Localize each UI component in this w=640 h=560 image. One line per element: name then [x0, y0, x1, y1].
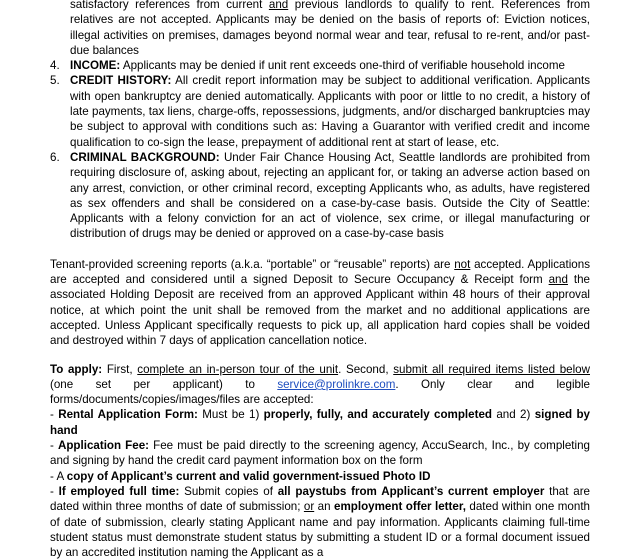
underlined-word: not	[454, 257, 471, 271]
bullet-dash: -	[50, 484, 59, 498]
text-span: First,	[102, 362, 138, 376]
criteria-item-income	[50, 58, 590, 73]
text-span: Tenant-provided screening reports (a.k.a. “portable” or “reusable” reports) are	[50, 257, 455, 271]
screening-reports-paragraph	[50, 257, 590, 349]
requirement-photo-id	[50, 469, 590, 484]
tour-requirement: complete an in-person tour of the unit	[137, 362, 339, 376]
text-span: Fee must be paid directly to the screening agency, AccuSearch, Inc., by completing and signing by hand the credit card payment information box on the form	[50, 439, 591, 468]
underlined-word: and	[268, 0, 289, 11]
text-span: (one set per applicant) to	[50, 377, 278, 391]
text-span: Must be 1)	[197, 408, 264, 422]
item-heading: CRIMINAL BACKGROUND:	[70, 150, 220, 164]
text-span: that are dated within three months of date of submission;	[50, 484, 591, 514]
item-number: 4.	[50, 59, 60, 73]
bold-text: employment offer letter,	[334, 500, 466, 514]
item-text: All credit report information may be subject to additional verification. Applicants with open bankruptcy are denied automatically. Applicants with poor or little to no credit, a history of late payments, tax liens, charge-offs, repossessions, judgments, and/or discharged bankruptcies may be subject to approval with conditions such as: Having a Guarantor with verified credit and income qualification to co-sign the lease, prepayment of additional rent at start of lease, etc.	[70, 74, 590, 149]
text-span: Submit copies of	[179, 484, 278, 498]
requirement-heading: Application Fee:	[57, 439, 150, 453]
item-number: 6.	[50, 150, 60, 164]
text-span: satisfactory references from current	[70, 0, 269, 11]
criteria-item-credit-history	[50, 73, 590, 149]
criteria-item-criminal-background	[50, 150, 590, 242]
text-span: and 2)	[492, 408, 535, 422]
bold-text: properly, fully, and accurately completed	[263, 408, 492, 422]
item-heading: CREDIT HISTORY:	[70, 74, 172, 88]
requirement-heading: If employed full time:	[58, 484, 180, 498]
item-heading: INCOME:	[70, 59, 121, 73]
text-span: previous landlords to qualify to rent. References from relatives are not accepted. Applicants may be denied on the basis of reports of: Eviction notices, illegal activities on premises, damages beyond normal wear and tear, refusal to re-rent, and/or past-due balances	[70, 0, 590, 57]
bullet-dash: -	[50, 408, 59, 422]
text-span: the associated Holding Deposit are received from an approved Applicant within 48 hours of their approval notice, at which point the unit shall be removed from the market and no additional applications are accepted. Unless Applicant specifically requests to pick up, all application hard copies shall be voided and destroyed within 7 days of application cancellation notice.	[50, 273, 590, 348]
requirement-heading: Rental Application Form:	[58, 408, 198, 422]
service-email-link[interactable]: service@prolinkre.com	[277, 377, 396, 391]
rental-criteria-document	[50, 0, 590, 560]
bold-text: all paystubs from Applicant’s current employer	[277, 484, 545, 498]
underlined-word: and	[548, 273, 568, 287]
item-text: Applicants may be denied if unit rent exceeds one-third of verifiable household income	[120, 59, 565, 73]
apply-heading: To apply:	[50, 362, 103, 376]
requirement-rental-application	[50, 407, 590, 438]
text-span: - A	[50, 469, 67, 483]
how-to-apply-paragraph	[50, 362, 590, 408]
text-span: . Second,	[338, 362, 394, 376]
item-number: 5.	[50, 74, 60, 88]
text-span: dated within one month of date of submission, clearly stating Applicant name and pay information. Applicants claiming full-time student status must demonstrate student status by submitting a student ID or a formal document issued by an accredited institution naming the Applicant as a	[50, 500, 590, 560]
requirement-employment	[50, 484, 590, 560]
text-span: . Only clear and legible forms/documents/copies/images/files are accepted:	[50, 377, 590, 407]
requirement-application-fee	[50, 438, 590, 469]
underlined-word: or	[303, 500, 315, 514]
submit-requirement: submit all required items listed below	[393, 362, 590, 376]
bullet-dash: -	[50, 439, 58, 453]
text-span: an	[314, 500, 335, 514]
item-3-continuation	[50, 0, 590, 58]
bold-text: signed by hand	[50, 408, 590, 437]
requirement-heading: copy of Applicant’s current and valid government-issued Photo ID	[66, 469, 431, 483]
item-text: Under Fair Chance Housing Act, Seattle landlords are prohibited from requiring disclosure of, asking about, rejecting an applicant for, or taking an adverse action based on any arrest, conviction, or other criminal record, excepting Applicants who, as adults, have registered as sex offenders and shall be considered on a case-by-case basis. Outside the City of Seattle: Applicants with a felony conviction for an act of violence, sex crime, or illegal manufacturing or distribution of drugs may be denied or approved on a case-by-case basis	[70, 150, 591, 241]
text-span: accepted. Applications are accepted and considered until a signed Deposit to Secure Occupancy & Receipt form	[50, 257, 590, 287]
